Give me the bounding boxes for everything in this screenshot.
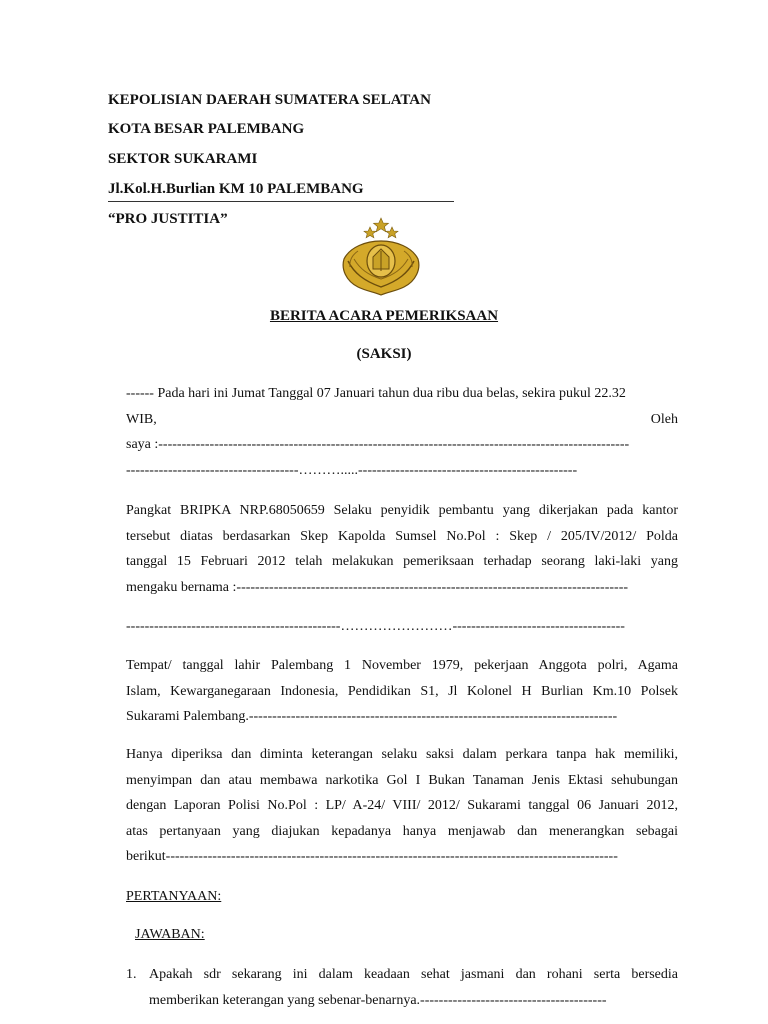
text-line: memberikan keterangan yang sebenar-benarnya.---------------------------------------- <box>149 992 607 1008</box>
question-label: PERTANYAAN: <box>126 889 222 904</box>
paragraph-name-line <box>126 614 678 640</box>
police-crest-icon <box>336 215 426 297</box>
header-line-sector: SEKTOR SUKARAMI <box>108 151 258 167</box>
text-line: menyimpan dan atau membawa narkotika Gol I Bukan Tanaman Jenis Ektasi sehubungan <box>126 772 678 788</box>
text-line: Tempat/ tanggal lahir Palembang 1 November 1979, pekerjaan Anggota polri, Agama <box>126 658 678 673</box>
item-body <box>149 962 678 1013</box>
header-pro-justitia: “PRO JUSTITIA” <box>108 211 228 227</box>
text-line: tanggal 15 Februari 2012 telah melakukan pemeriksaan terhadap seorang laki-laki yang <box>126 554 678 569</box>
text-line: Islam, Kewarganegaraan Indonesia, Pendidikan S1, Jl Kolonel H Burlian Km.10 Polsek <box>126 683 678 699</box>
document-subtitle: (SAKSI) <box>356 346 412 362</box>
text-line: Apakah sdr sekarang ini dalam keadaan sehat jasmani dan rohani serta bersedia <box>149 967 678 982</box>
text-line: WIB, Oleh <box>126 411 678 427</box>
paragraph-opening <box>126 381 678 483</box>
paragraph-investigator <box>126 498 678 600</box>
header-line-agency: KEPOLISIAN DAERAH SUMATERA SELATAN <box>108 92 431 108</box>
text-line: -------------------------------------……….....----------------------------------------------- <box>126 462 578 478</box>
header-line-address: Jl.Kol.H.Burlian KM 10 PALEMBANG <box>108 181 364 197</box>
text-line: ------ Pada hari ini Jumat Tanggal 07 Januari tahun dua ribu dua belas, sekira pukul 22.32 <box>126 386 626 401</box>
text-line: berikut------------------------------------------------------------------------------------------------- <box>126 849 618 864</box>
header-line-city: KOTA BESAR PALEMBANG <box>108 121 305 137</box>
text-line: Hanya diperiksa dan diminta keterangan selaku saksi dalam perkara tanpa hak memiliki, <box>126 747 678 762</box>
paragraph-identity <box>126 653 678 730</box>
text-line: Pangkat BRIPKA NRP.68050659 Selaku penyidik pembantu yang dikerjakan pada kantor <box>126 503 678 518</box>
item-number: 1. <box>126 967 137 982</box>
text-line: tersebut diatas berdasarkan Skep Kapolda Sumsel No.Pol : Skep / 205/IV/2012/ Polda <box>126 528 678 544</box>
text-line: saya :----------------------------------------------------------------------------------------------------- <box>126 437 630 452</box>
answer-label: JAWABAN: <box>135 927 205 942</box>
paragraph-case <box>126 742 678 870</box>
document-title: BERITA ACARA PEMERIKSAAN <box>269 308 499 324</box>
header-divider <box>108 201 454 202</box>
text-line: dengan Laporan Polisi No.Pol : LP/ A-24/ VIII/ 2012/ Sukarami tanggal 06 Januari 2012, <box>126 798 678 813</box>
text-line: ----------------------------------------------……………………------------------------------------- <box>126 619 625 634</box>
text-line: atas pertanyaan yang diajukan kepadanya hanya menjawab dan menerangkan sebagai <box>126 823 678 839</box>
text-line: mengaku bernama :------------------------------------------------------------------------------------ <box>126 579 629 595</box>
text-line: Sukarami Palembang.------------------------------------------------------------------------------- <box>126 709 618 724</box>
